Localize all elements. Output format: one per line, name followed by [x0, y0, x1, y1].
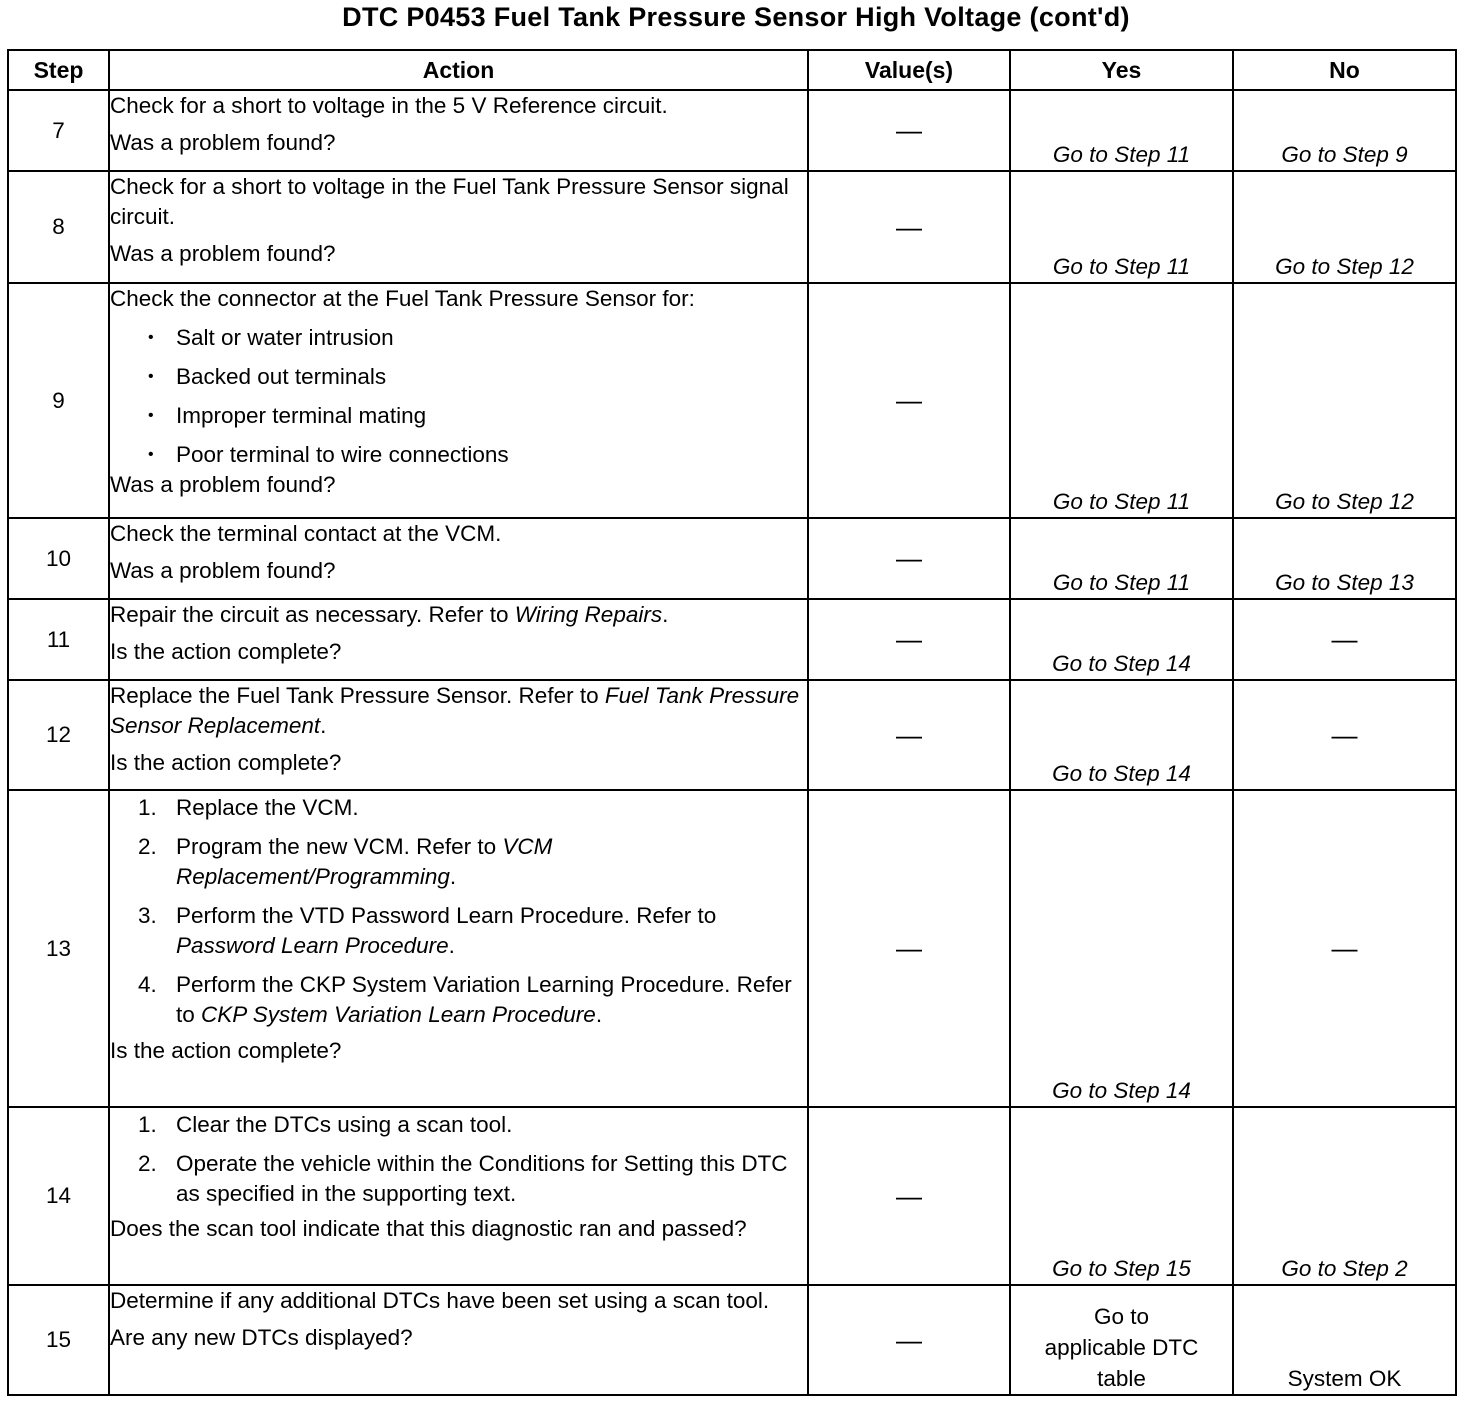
table-row — [8, 171, 1456, 283]
no-cell: — — [1233, 599, 1456, 680]
header-no: No — [1233, 50, 1456, 90]
item-text: Clear the DTCs using a scan tool. — [176, 1112, 513, 1137]
numbered-item — [110, 793, 807, 823]
dtc-table — [7, 49, 1457, 1396]
action-text: Check for a short to voltage in the 5 V Reference circuit. — [110, 93, 668, 118]
table-row — [8, 680, 1456, 790]
no-cell: — — [1233, 680, 1456, 790]
bullet-item: • Improper terminal mating — [110, 401, 807, 431]
action-question: Is the action complete? — [110, 1038, 342, 1063]
no-cell: Go to Step 2 — [1233, 1107, 1456, 1285]
no-cell: Go to Step 13 — [1233, 518, 1456, 599]
action-cell — [109, 790, 808, 1107]
table-row — [8, 1107, 1456, 1285]
header-row — [8, 50, 1456, 90]
action-question: Is the action complete? — [110, 639, 342, 664]
value-cell: — — [808, 1285, 1010, 1395]
header-action: Action — [109, 50, 808, 90]
yes-cell: Go to Step 11 — [1010, 518, 1233, 599]
item-text: Operate the vehicle within the Conditions for Setting this DTC as specified in the supporting text. — [176, 1151, 788, 1206]
value-cell: — — [808, 283, 1010, 518]
action-question: Was a problem found? — [110, 130, 336, 155]
action-cell — [109, 1107, 808, 1285]
no-cell: — — [1233, 790, 1456, 1107]
value-cell: — — [808, 1107, 1010, 1285]
table-row — [8, 90, 1456, 171]
step-number: 8 — [8, 171, 109, 283]
item-number: 3. — [138, 903, 157, 928]
step-number: 10 — [8, 518, 109, 599]
no-cell: System OK — [1233, 1285, 1456, 1395]
item-number: 1. — [138, 795, 157, 820]
table-row — [8, 1285, 1456, 1395]
action-text-lead: Replace the Fuel Tank Pressure Sensor. Refer to — [110, 683, 605, 708]
action-text: Check for a short to voltage in the Fuel Tank Pressure Sensor signal circuit. — [110, 174, 789, 229]
page-title: DTC P0453 Fuel Tank Pressure Sensor High Voltage (cont'd) — [342, 2, 1130, 32]
yes-cell: Go to Step 11 — [1010, 171, 1233, 283]
value-cell: — — [808, 790, 1010, 1107]
no-cell: Go to Step 12 — [1233, 283, 1456, 518]
bullet-item: • Salt or water intrusion — [110, 323, 807, 353]
step-number: 13 — [8, 790, 109, 1107]
item-text: Perform the CKP System Variation Learning Procedure. Refer to — [176, 972, 792, 1027]
numbered-item — [110, 1149, 807, 1209]
yes-cell: Go to Step 11 — [1010, 90, 1233, 171]
numbered-item: 2. Program the new VCM. Refer to VCM Replacement/Programming. — [138, 834, 553, 889]
numbered-item: 4. Perform the CKP System Variation Learning Procedure. Refer to CKP System Variation Learn Procedure. — [138, 972, 792, 1027]
value-cell: — — [808, 171, 1010, 283]
header-values: Value(s) — [808, 50, 1010, 90]
action-cell — [109, 599, 808, 680]
action-cell — [109, 90, 808, 171]
yes-cell: Go to Step 14 — [1010, 790, 1233, 1107]
reference-link: Fuel Tank Pressure Sensor Replacement — [110, 683, 800, 738]
yes-cell: Go to Step 11 — [1010, 283, 1233, 518]
header-yes: Yes — [1010, 50, 1233, 90]
step-number: 14 — [8, 1107, 109, 1285]
value-cell: — — [808, 90, 1010, 171]
action-cell — [109, 171, 808, 283]
value-cell: — — [808, 680, 1010, 790]
yes-cell: Go to Step 15 — [1010, 1107, 1233, 1285]
item-number: 1. — [138, 1112, 157, 1137]
action-question: Was a problem found? — [110, 472, 336, 497]
action-question: Was a problem found? — [110, 241, 336, 266]
action-text: Repair the circuit as necessary. Refer to Wiring Repairs. — [110, 602, 669, 627]
action-text: Check the terminal contact at the VCM. — [110, 521, 502, 546]
reference-link: Wiring Repairs — [514, 602, 663, 627]
action-cell — [109, 283, 808, 518]
item-text: Replace the VCM. — [176, 795, 359, 820]
value-cell: — — [808, 599, 1010, 680]
bullet-item: • Poor terminal to wire connections — [110, 440, 807, 470]
action-question: Are any new DTCs displayed? — [110, 1325, 413, 1350]
table-row — [8, 599, 1456, 680]
no-cell: Go to Step 12 — [1233, 171, 1456, 283]
reference-link: Password Learn Procedure — [176, 933, 449, 958]
yes-cell: Go to Step 14 — [1010, 599, 1233, 680]
item-number: 2. — [138, 834, 157, 859]
item-text: Perform the VTD Password Learn Procedure. Refer to — [176, 903, 717, 928]
item-number: 4. — [138, 972, 157, 997]
action-question: Is the action complete? — [110, 750, 342, 775]
no-cell: Go to Step 9 — [1233, 90, 1456, 171]
step-number: 7 — [8, 90, 109, 171]
header-step: Step — [8, 50, 109, 90]
action-text-lead: Repair the circuit as necessary. Refer to — [110, 602, 515, 627]
item-number: 2. — [138, 1151, 157, 1176]
action-cell — [109, 518, 808, 599]
step-number: 12 — [8, 680, 109, 790]
action-cell — [109, 680, 808, 790]
reference-link: CKP System Variation Learn Procedure — [201, 1002, 596, 1027]
step-number: 15 — [8, 1285, 109, 1395]
bullet-item: • Backed out terminals — [110, 362, 807, 392]
table-row — [8, 790, 1456, 1107]
yes-cell: Go to applicable DTC table — [1010, 1285, 1233, 1395]
step-number: 11 — [8, 599, 109, 680]
item-text: Program the new VCM. Refer to — [176, 834, 503, 859]
value-cell: — — [808, 518, 1010, 599]
numbered-item: 3. Perform the VTD Password Learn Procedure. Refer to Password Learn Procedure. — [138, 903, 717, 958]
table-row — [8, 283, 1456, 518]
action-text: Determine if any additional DTCs have been set using a scan tool. — [110, 1288, 770, 1313]
table-row — [8, 518, 1456, 599]
action-text: Replace the Fuel Tank Pressure Sensor. Refer to Fuel Tank Pressure Sensor Replacement. — [110, 683, 800, 738]
action-question: Does the scan tool indicate that this diagnostic ran and passed? — [110, 1216, 747, 1241]
action-question: Was a problem found? — [110, 558, 336, 583]
action-cell — [109, 1285, 808, 1395]
step-number: 9 — [8, 283, 109, 518]
yes-cell: Go to Step 14 — [1010, 680, 1233, 790]
action-text: Check the connector at the Fuel Tank Pressure Sensor for: — [110, 286, 695, 311]
numbered-item — [110, 1110, 807, 1140]
reference-link: VCM Replacement/Programming — [176, 834, 553, 889]
